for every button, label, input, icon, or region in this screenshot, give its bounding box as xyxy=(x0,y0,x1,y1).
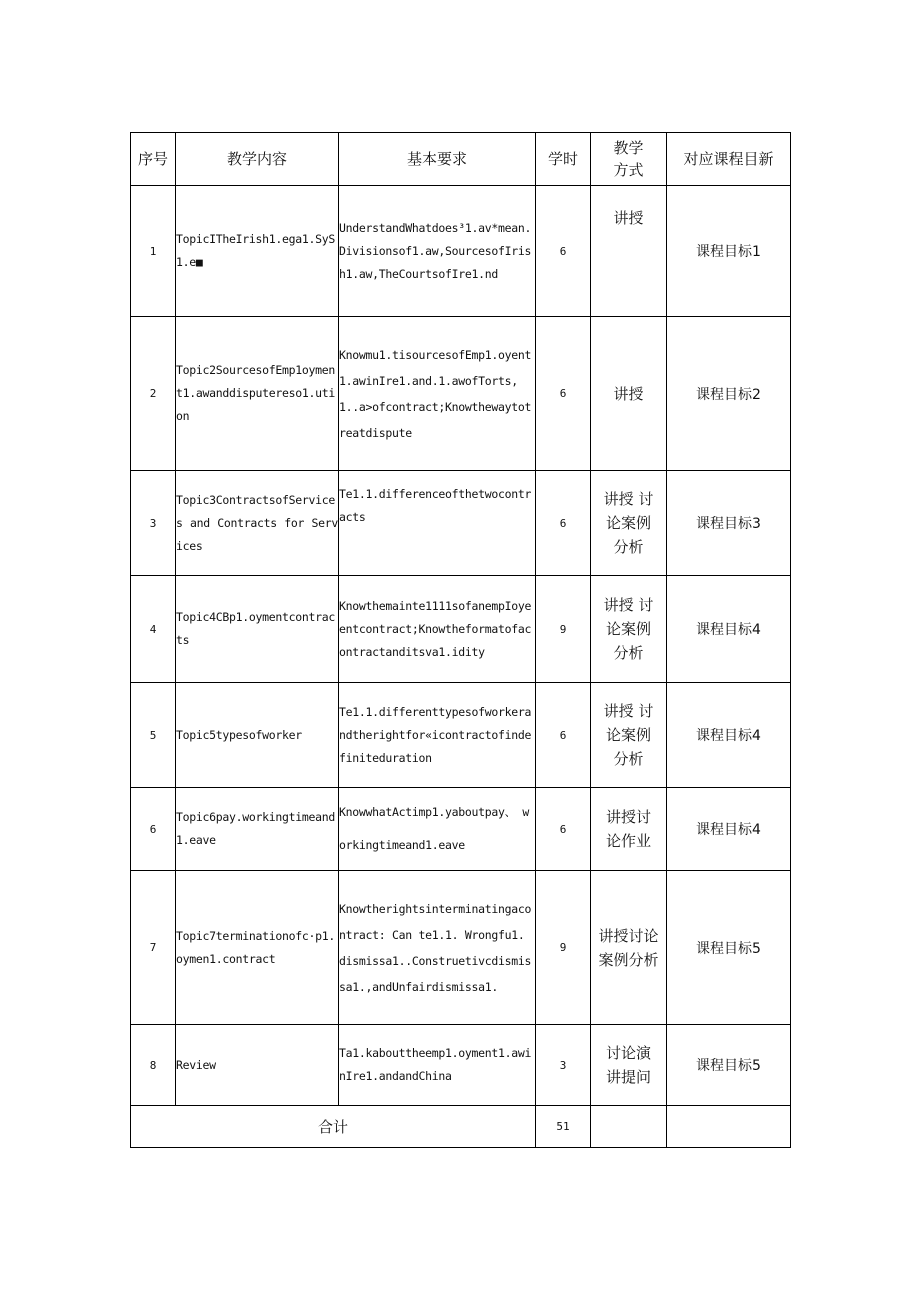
table-row xyxy=(131,576,791,683)
row-hours: 9 xyxy=(536,871,591,1025)
row-hours: 9 xyxy=(536,576,591,683)
row-content: Topic2SourcesofEmp1oyment1.awanddisputereso1.ution xyxy=(176,317,339,471)
table-row xyxy=(131,186,791,317)
row-hours: 6 xyxy=(536,788,591,871)
row-goal: 课程目标4 xyxy=(667,576,791,683)
row-method: 讲授 xyxy=(591,317,667,471)
row-hours: 6 xyxy=(536,471,591,576)
row-hours: 6 xyxy=(536,317,591,471)
row-requirement: Te1.1.differenttypesofworkerandtherightfor«icontractofindefiniteduration xyxy=(339,683,536,788)
row-goal: 课程目标2 xyxy=(667,317,791,471)
row-content: Topic3ContractsofServices and Contracts for Services xyxy=(176,471,339,576)
table-row xyxy=(131,871,791,1025)
total-label: 合计 xyxy=(131,1106,536,1148)
header-method: 教学方式 xyxy=(591,133,667,186)
row-requirement: Te1.1.differenceofthetwocontracts xyxy=(339,471,536,576)
row-hours: 3 xyxy=(536,1025,591,1106)
row-requirement: Knowmu1.tisourcesofEmp1.oyent1.awinIre1.and.1.awofTorts,1..a>ofcontract;Knowthewaytotreatdispute xyxy=(339,317,536,471)
row-requirement: UnderstandWhatdoes³1.av*mean.Divisionsof1.aw,SourcesofIrish1.aw,TheCourtsofIre1.nd xyxy=(339,186,536,317)
row-method: 讲授讨 论作业 xyxy=(591,788,667,871)
row-goal: 课程目标5 xyxy=(667,1025,791,1106)
total-goal-empty xyxy=(667,1106,791,1148)
row-requirement: Knowthemainte1111sofanempIoyeentcontract;Knowtheformatofacontractanditsva1.idity xyxy=(339,576,536,683)
row-goal: 课程目标3 xyxy=(667,471,791,576)
total-method-empty xyxy=(591,1106,667,1148)
row-num: 3 xyxy=(131,471,176,576)
table-row xyxy=(131,471,791,576)
total-hours: 51 xyxy=(536,1106,591,1148)
row-goal: 课程目标4 xyxy=(667,683,791,788)
row-content: Topic5typesofworker xyxy=(176,683,339,788)
row-goal: 课程目标5 xyxy=(667,871,791,1025)
row-method: 讨论演 讲提问 xyxy=(591,1025,667,1106)
table-row xyxy=(131,1025,791,1106)
course-schedule-table xyxy=(130,132,791,1148)
header-hours: 学时 xyxy=(536,133,591,186)
row-num: 1 xyxy=(131,186,176,317)
row-method: 讲授 讨论案例 分析 xyxy=(591,576,667,683)
table-row xyxy=(131,788,791,871)
row-num: 6 xyxy=(131,788,176,871)
row-requirement: Ta1.kabouttheemp1.oyment1.awinIre1.andandChina xyxy=(339,1025,536,1106)
header-content: 教学内容 xyxy=(176,133,339,186)
row-hours: 6 xyxy=(536,683,591,788)
header-num: 序号 xyxy=(131,133,176,186)
table-row xyxy=(131,683,791,788)
row-content: Topic7terminationofc·p1.oymen1.contract xyxy=(176,871,339,1025)
row-num: 4 xyxy=(131,576,176,683)
row-goal: 课程目标1 xyxy=(667,186,791,317)
header-requirement: 基本要求 xyxy=(339,133,536,186)
row-content: Review xyxy=(176,1025,339,1106)
total-row xyxy=(131,1106,791,1148)
row-requirement: Knowtherightsinterminatingacontract: Can te1.1. Wrongfu1. dismissa1..Construetivcdismissa1.,andUnfairdismissa1. xyxy=(339,871,536,1025)
header-goal: 对应课程目新 xyxy=(667,133,791,186)
row-content: Topic4CBp1.oymentcontracts xyxy=(176,576,339,683)
header-row xyxy=(131,133,791,186)
row-num: 7 xyxy=(131,871,176,1025)
row-num: 5 xyxy=(131,683,176,788)
row-content: TopicITheIrish1.ega1.SyS1.e■ xyxy=(176,186,339,317)
row-num: 8 xyxy=(131,1025,176,1106)
row-requirement: KnowwhatActimp1.yaboutpay、 workingtimeand1.eave xyxy=(339,788,536,871)
row-method: 讲授讨论 案例分析 xyxy=(591,871,667,1025)
table-row xyxy=(131,317,791,471)
row-hours: 6 xyxy=(536,186,591,317)
row-num: 2 xyxy=(131,317,176,471)
row-content: Topic6pay.workingtimeand1.eave xyxy=(176,788,339,871)
row-method: 讲授 讨论案例 分析 xyxy=(591,683,667,788)
row-method: 讲授 xyxy=(591,186,667,317)
row-goal: 课程目标4 xyxy=(667,788,791,871)
row-method: 讲授 讨论案例 分析 xyxy=(591,471,667,576)
